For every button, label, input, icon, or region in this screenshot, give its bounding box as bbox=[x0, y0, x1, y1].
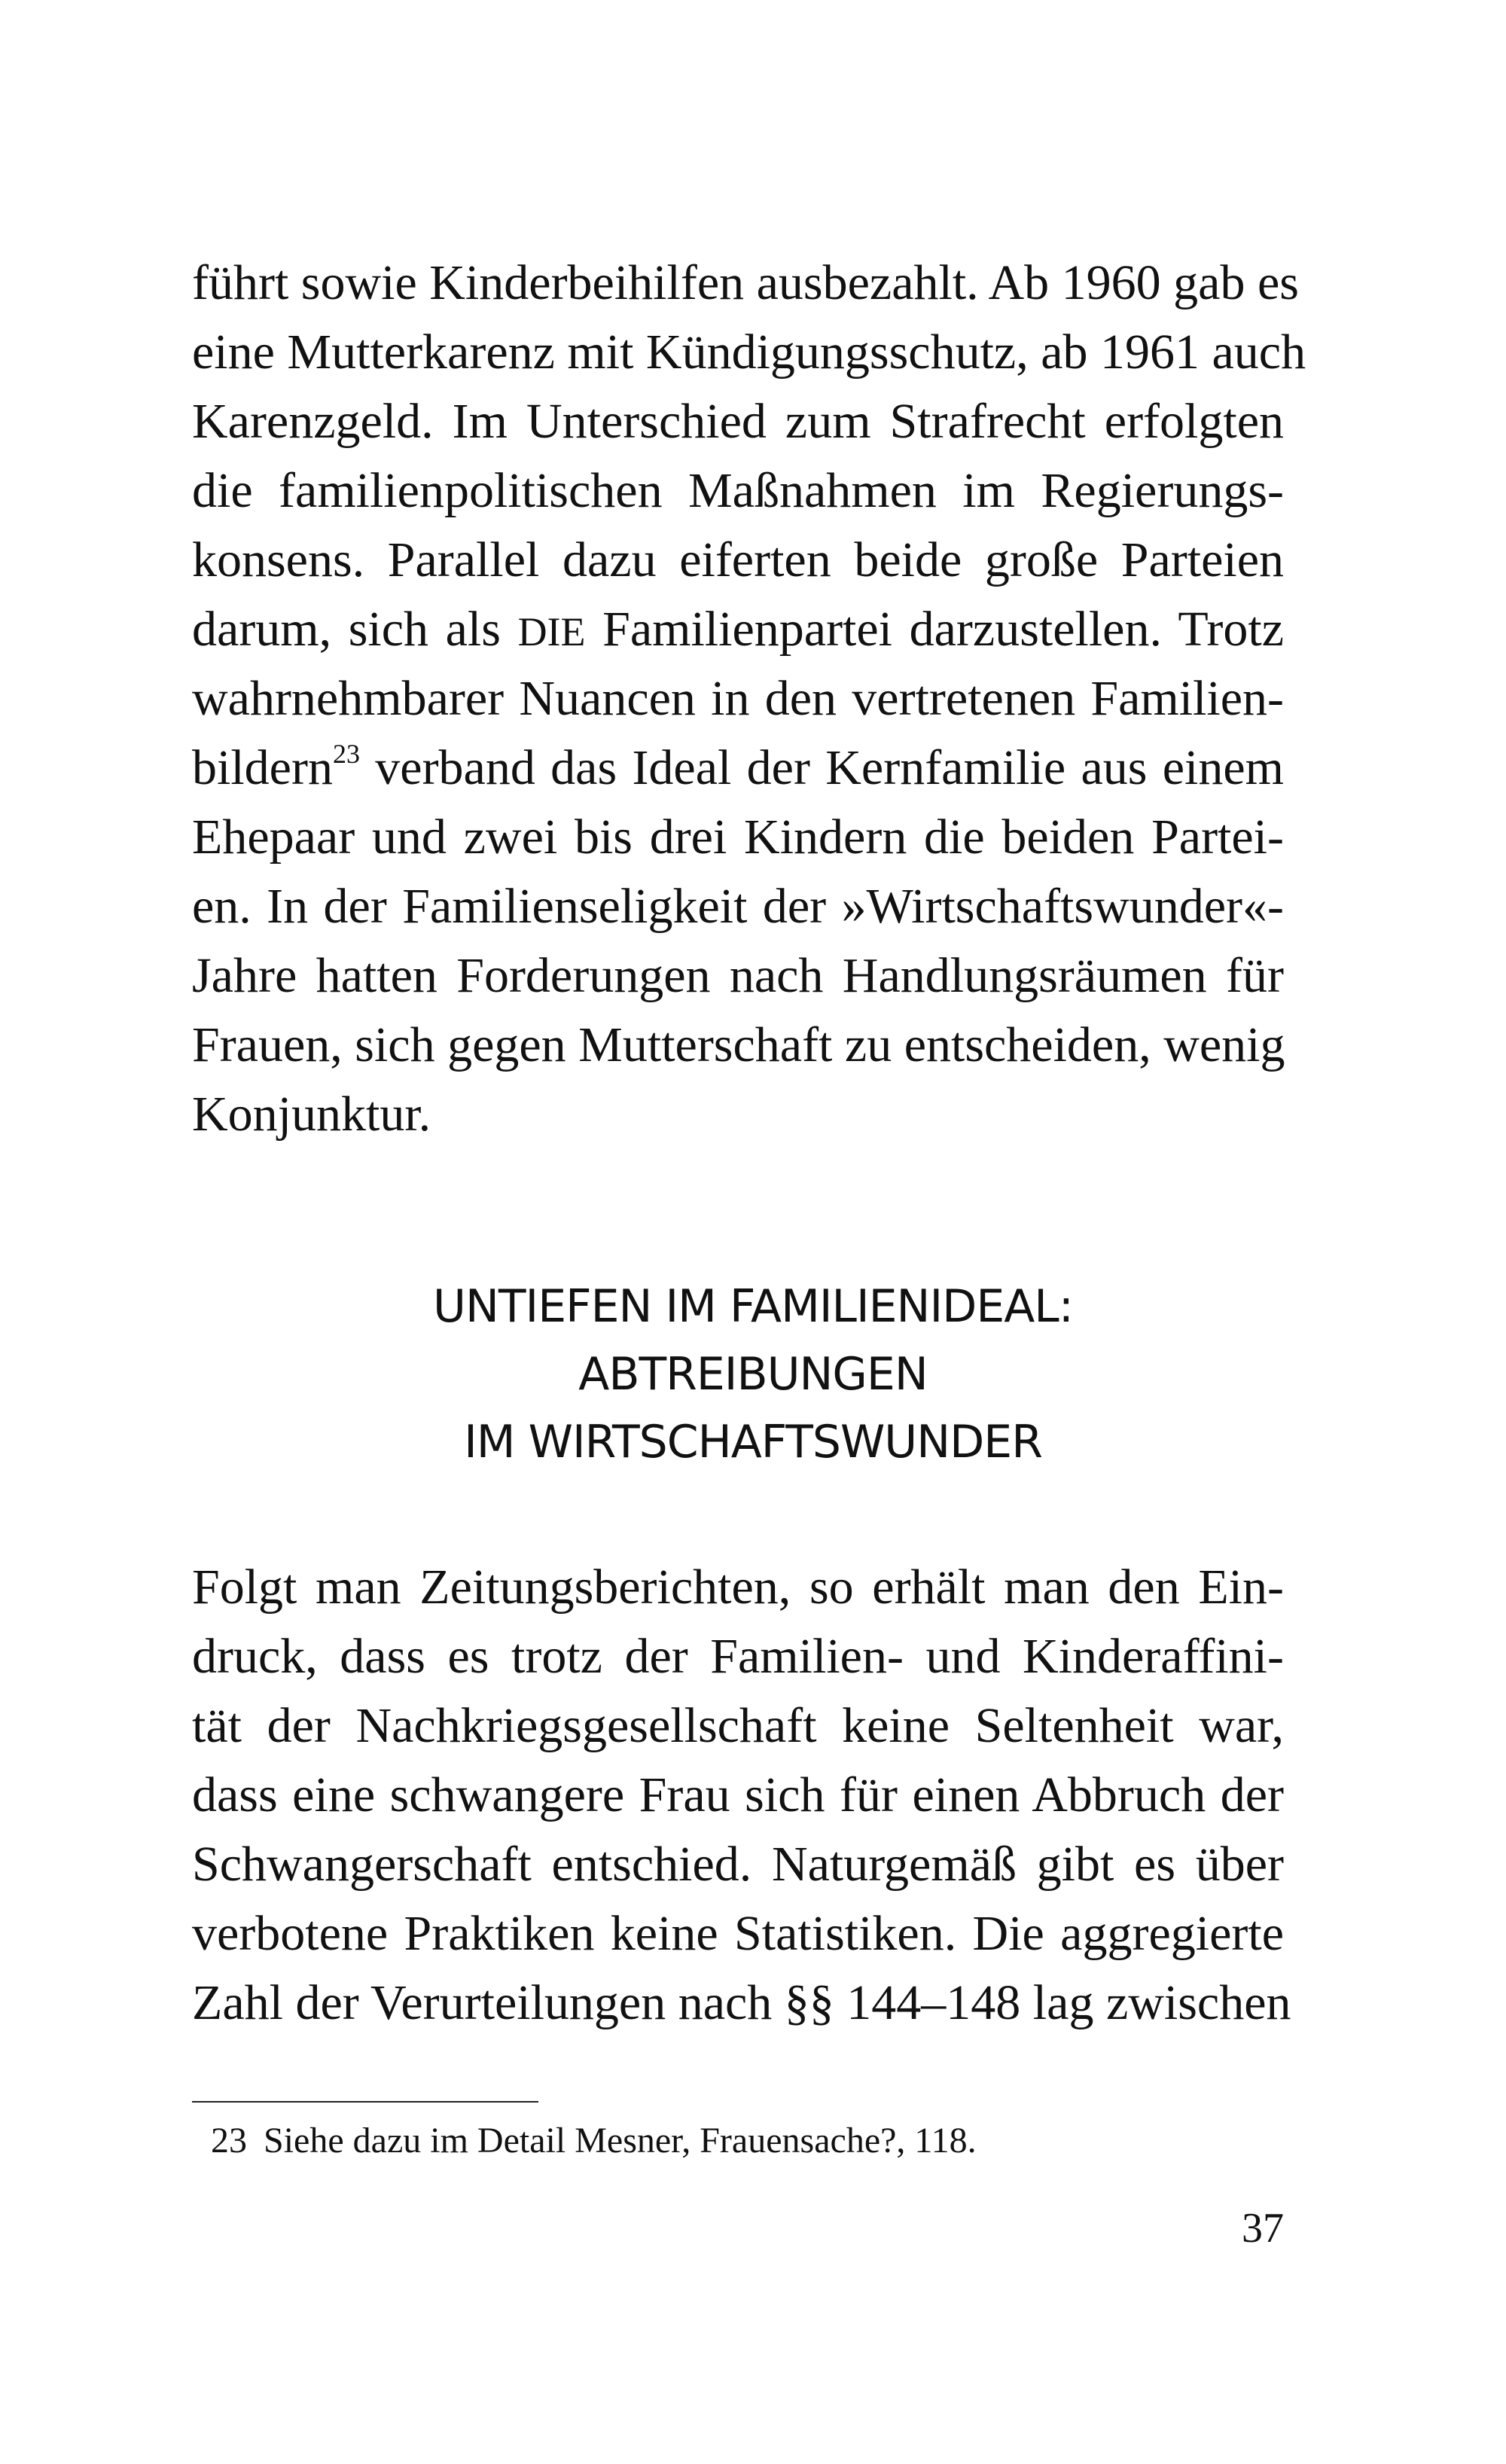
footnote-number: 23 bbox=[211, 2121, 247, 2161]
text-line: Folgt man Zeitungsberichten, so erhält man den Ein- bbox=[192, 1560, 1284, 1615]
small-caps-word: DIE bbox=[517, 609, 586, 654]
text-line: führt sowie Kinderbeihilfen ausbezahlt. Ab 1960 gab es bbox=[192, 255, 1299, 310]
text-line: die familienpolitischen Maßnahmen im Regierungs- bbox=[192, 463, 1284, 518]
footnote bbox=[211, 2115, 977, 2167]
footnote-divider bbox=[192, 2101, 538, 2103]
heading-line: ABTREIBUNGEN bbox=[578, 1348, 928, 1401]
text-line: Karenzgeld. Im Unterschied zum Strafrecht erfolgten bbox=[192, 394, 1284, 449]
text-line: wahrnehmbarer Nuancen in den vertretenen Familien- bbox=[192, 671, 1284, 726]
text-line: Jahre hatten Forderungen nach Handlungsräumen für bbox=[192, 948, 1284, 1003]
text-line: Konjunktur. bbox=[192, 1087, 431, 1142]
text-line: druck, dass es trotz der Familien- und Kinderaffini- bbox=[192, 1629, 1284, 1684]
text-line: tät der Nachkriegsgesellschaft keine Seltenheit war, bbox=[192, 1698, 1284, 1753]
text-line: eine Mutterkarenz mit Kündigungsschutz, ab 1961 auch bbox=[192, 325, 1306, 380]
text-line: Zahl der Verurteilungen nach §§ 144–148 lag zwischen bbox=[192, 1975, 1291, 2030]
footnote-text: Siehe dazu im Detail Mesner, Frauensache?, 118. bbox=[264, 2121, 977, 2161]
text-line: darum, sich als DIE Familienpartei darzustellen. Trotz bbox=[192, 602, 1284, 657]
text-line: dass eine schwangere Frau sich für einen Abbruch der bbox=[192, 1767, 1284, 1822]
text-line: Frauen, sich gegen Mutterschaft zu entscheiden, wenig bbox=[192, 1017, 1285, 1072]
text-line: Schwangerschaft entschied. Naturgemäß gibt es über bbox=[192, 1837, 1284, 1892]
heading-line: UNTIEFEN IM FAMILIENIDEAL: bbox=[433, 1280, 1073, 1333]
text-line: konsens. Parallel dazu eiferten beide große Parteien bbox=[192, 532, 1284, 587]
text-line: verbotene Praktiken keine Statistiken. Die aggregierte bbox=[192, 1906, 1284, 1961]
page-number: 37 bbox=[1242, 2205, 1284, 2252]
footnote-reference[interactable]: 23 bbox=[332, 739, 360, 769]
text-line: bildern$^{23}$ verband das Ideal der Kernfamilie aus einem bbox=[192, 739, 1284, 795]
paragraph-1 bbox=[192, 249, 1306, 1149]
heading-line: IM WIRTSCHAFTSWUNDER bbox=[464, 1416, 1042, 1468]
text-line: en. In der Familienseligkeit der »Wirtschaftswunder«- bbox=[192, 879, 1284, 934]
text-line: Ehepaar und zwei bis drei Kindern die beiden Partei- bbox=[192, 810, 1284, 865]
section-heading bbox=[0, 1273, 1506, 1476]
paragraph-2 bbox=[192, 1553, 1291, 2038]
